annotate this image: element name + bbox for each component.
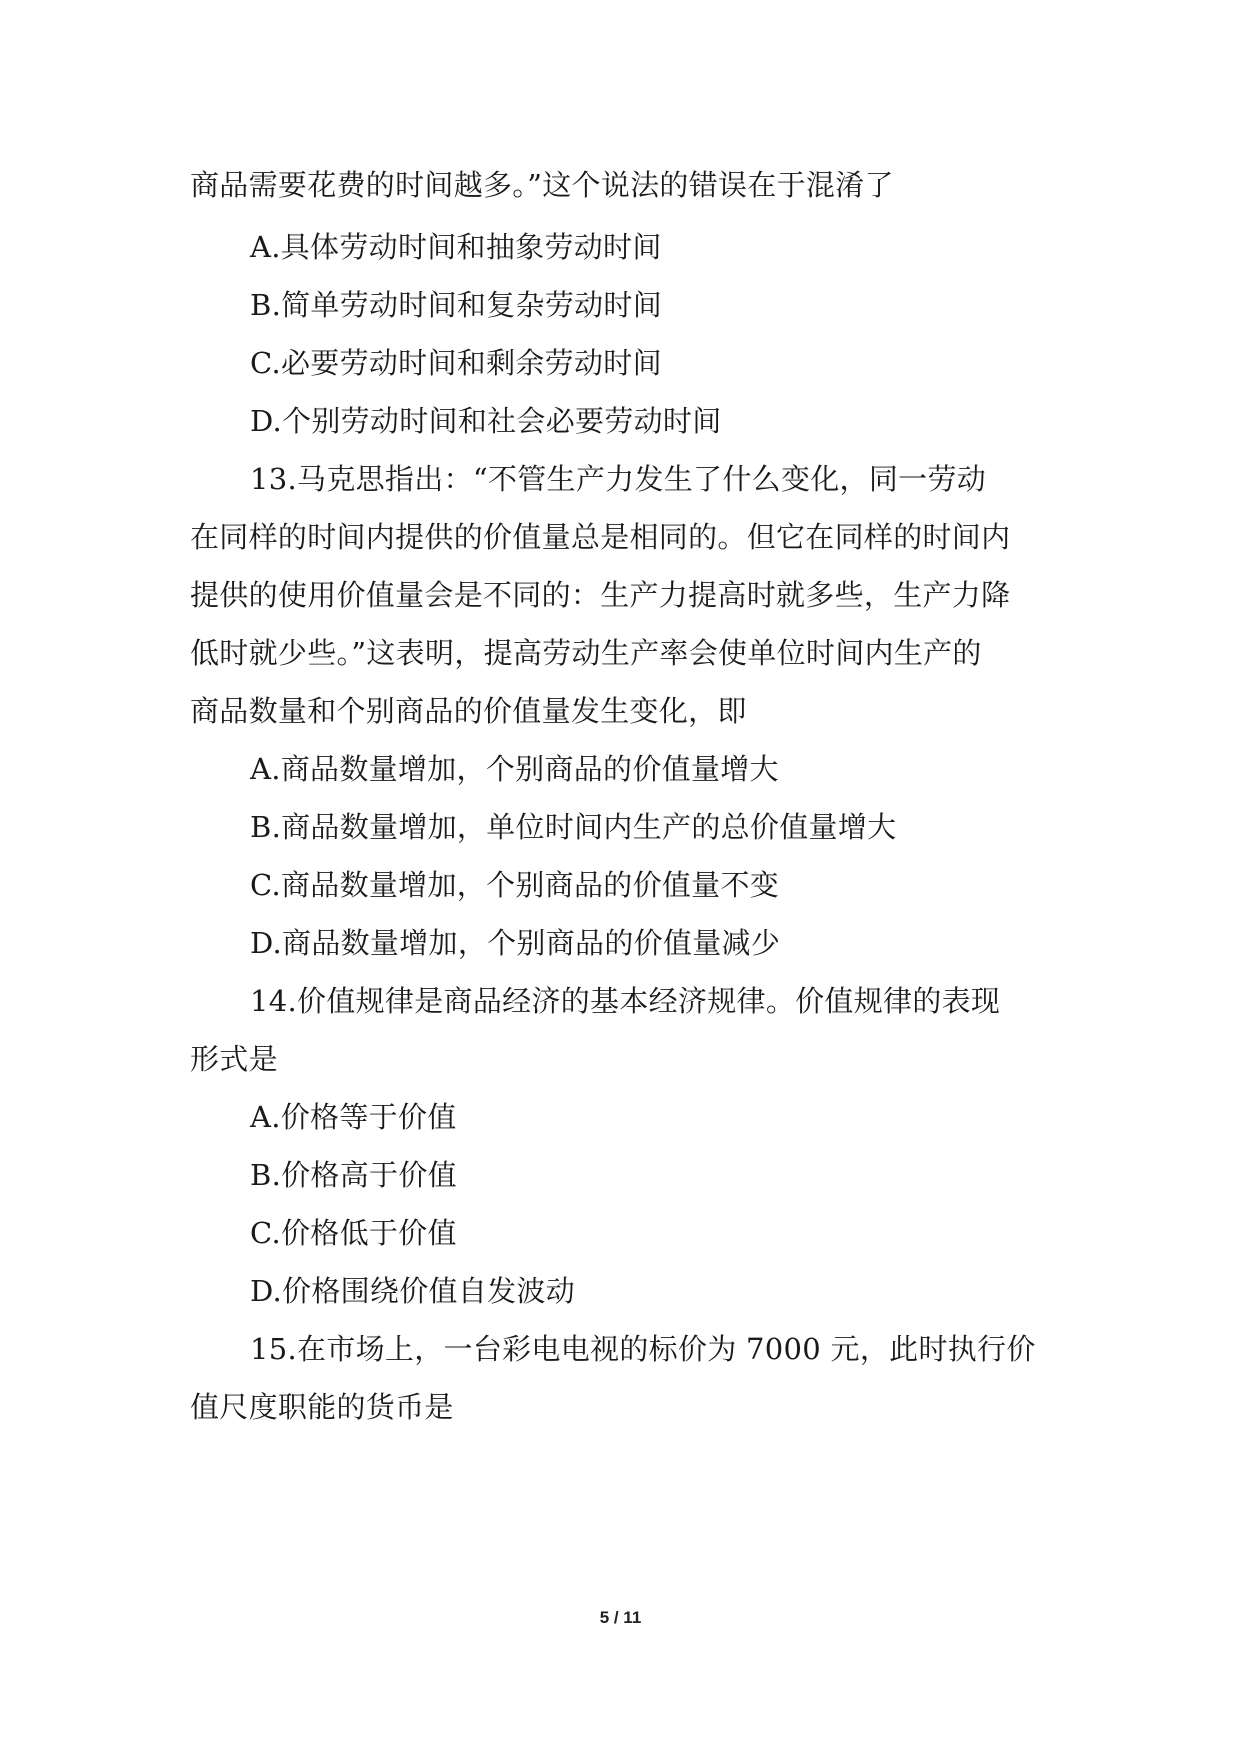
text-line: 在同样的时间内提供的价值量总是相同的。但它在同样的时间内: [190, 520, 1011, 554]
page-number: 5 / 11: [599, 1608, 642, 1627]
option-b: B.简单劳动时间和复杂劳动时间: [250, 288, 663, 322]
text-line: 商品数量和个别商品的价值量发生变化，即: [190, 694, 747, 728]
option-b: B.商品数量增加，单位时间内生产的总价值量增大: [250, 810, 897, 844]
option-a: A.价格等于价值: [250, 1100, 457, 1134]
option-a: A.具体劳动时间和抽象劳动时间: [250, 230, 662, 264]
text-line: 形式是: [190, 1042, 278, 1076]
option-b: B.价格高于价值: [250, 1158, 457, 1192]
option-c: C.必要劳动时间和剩余劳动时间: [250, 346, 662, 380]
text-line: 商品需要花费的时间越多。”这个说法的错误在于混淆了: [190, 168, 894, 202]
option-d: D.商品数量增加，个别商品的价值量减少: [250, 926, 781, 960]
text-line: 低时就少些。”这表明，提高劳动生产率会使单位时间内生产的: [190, 636, 982, 670]
text-line: 提供的使用价值量会是不同的：生产力提高时就多些，生产力降: [190, 578, 1011, 612]
option-a: A.商品数量增加，个别商品的价值量增大: [250, 752, 779, 786]
question-13: 13.马克思指出：“不管生产力发生了什么变化，同一劳动: [250, 462, 987, 496]
text-line: 值尺度职能的货币是: [190, 1390, 454, 1424]
option-d: D.价格围绕价值自发波动: [250, 1274, 576, 1308]
option-c: C.价格低于价值: [250, 1216, 457, 1250]
question-14: 14.价值规律是商品经济的基本经济规律。价值规律的表现: [250, 984, 1001, 1018]
option-d: D.个别劳动时间和社会必要劳动时间: [250, 404, 722, 438]
question-15: 15.在市场上，一台彩电电视的标价为 7000 元，此时执行价: [250, 1332, 1036, 1366]
option-c: C.商品数量增加，个别商品的价值量不变: [250, 868, 780, 902]
